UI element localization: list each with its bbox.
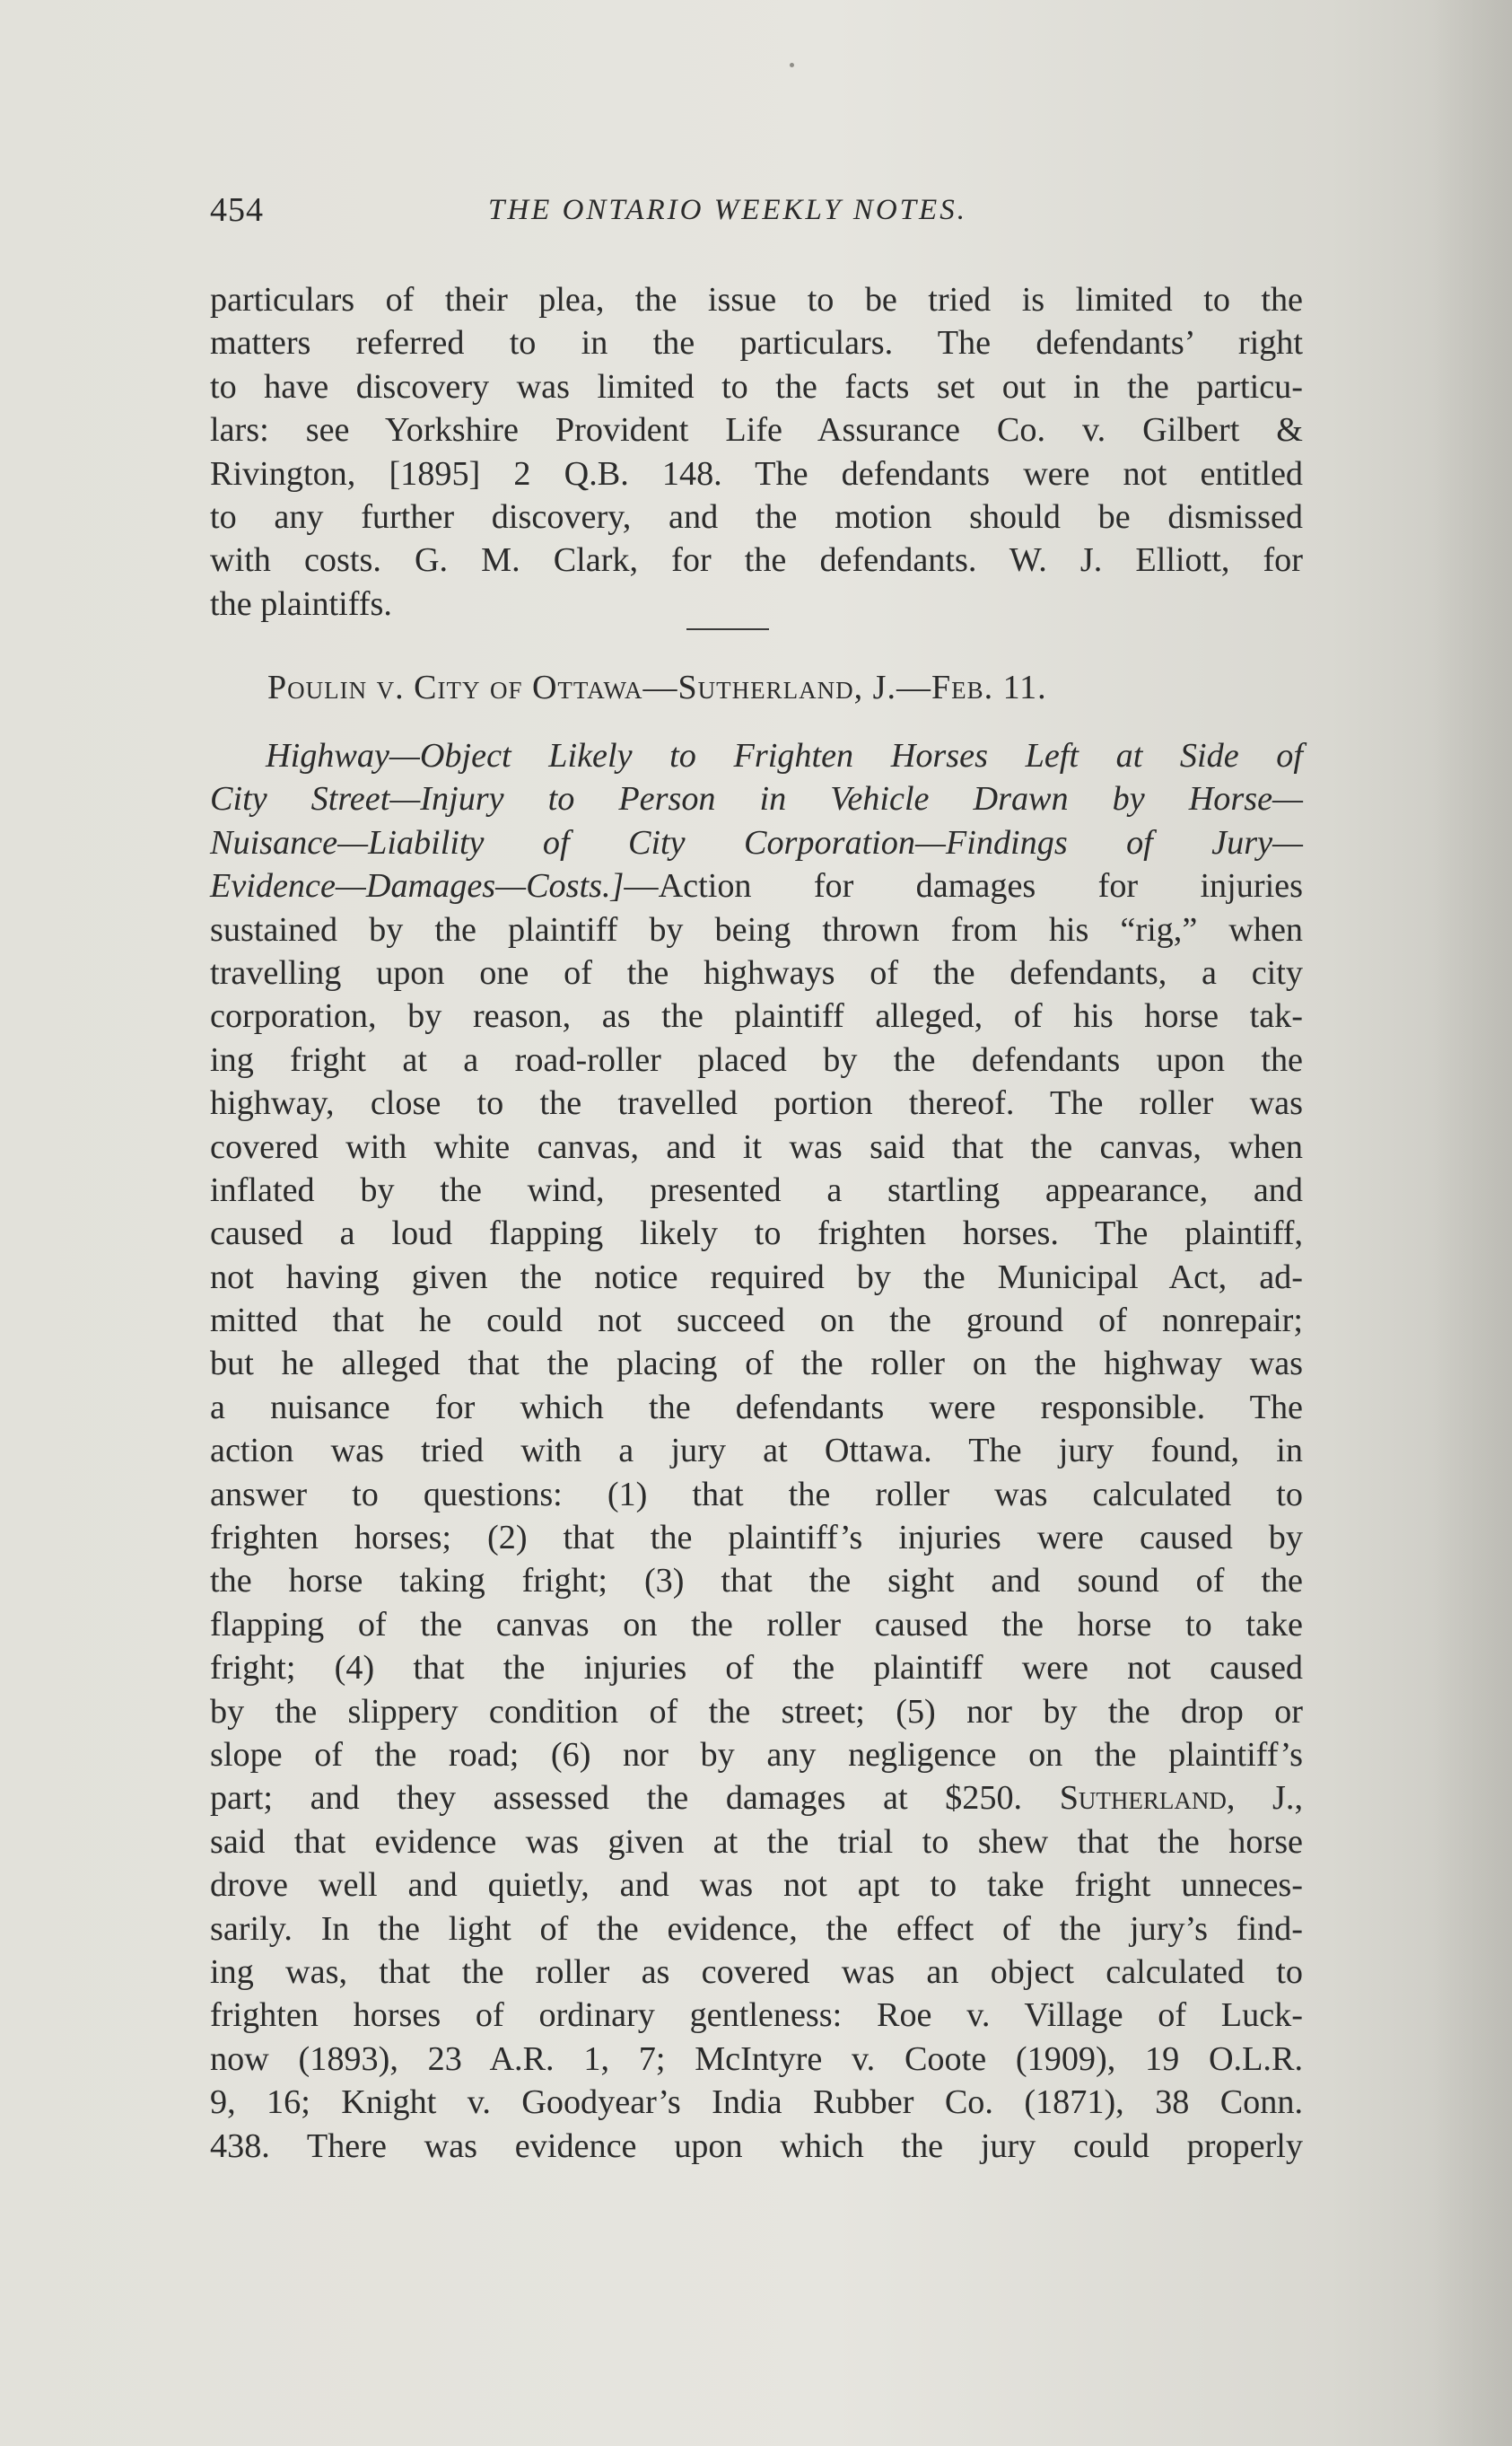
body-line: but he alleged that the placing of the roller on the highway was xyxy=(210,1345,1303,1383)
case-parties: Poulin v. City of Ottawa xyxy=(267,669,643,706)
body-line: mitted that he could not succeed on the ground of nonrepair; xyxy=(210,1302,1303,1340)
page-header xyxy=(210,190,1303,244)
body-text: part; and they assessed the damages at $250. xyxy=(210,1779,1023,1818)
body-line: frighten horses of ordinary gentleness: Roe v. Village of Luck- xyxy=(210,1996,1303,2035)
body-line: frighten horses; (2) that the plaintiff’s injuries were caused by xyxy=(210,1519,1303,1557)
body-opening: —Action for damages for injuries xyxy=(624,867,1303,906)
body-line: fright; (4) that the injuries of the plaintiff were not caused xyxy=(210,1649,1303,1688)
case-date: Feb. 11. xyxy=(931,669,1047,706)
body-line: 438. There was evidence upon which the jury could properly xyxy=(210,2126,1303,2165)
previous-case-conclusion xyxy=(210,278,1303,626)
body-line: travelling upon one of the highways of the defendants, a city xyxy=(210,953,1303,992)
text-line: the plaintiffs. xyxy=(210,584,392,623)
body-line: corporation, by reason, as the plaintiff alleged, of his horse tak- xyxy=(210,997,1303,1036)
body-line-with-judge xyxy=(210,1776,1303,1819)
page-edge-shadow xyxy=(1431,0,1512,2446)
headnote-line: Highway—Object Likely to Frighten Horses Left at Side of xyxy=(266,737,1303,775)
case-title: Poulin v. City of Ottawa—Sutherland, J.—Feb. 11. xyxy=(267,669,1047,706)
case-judge: Sutherland, J. xyxy=(677,669,896,706)
body-line: not having given the notice required by the Municipal Act, ad- xyxy=(210,1258,1303,1296)
body-line: caused a loud flapping likely to frighten horses. The plaintiff, xyxy=(210,1214,1303,1253)
body-line: sarily. In the light of the evidence, the effect of the jury’s find- xyxy=(210,1909,1303,1948)
body-line: action was tried with a jury at Ottawa. The jury found, in xyxy=(210,1432,1303,1470)
text-line: particulars of their plea, the issue to be tried is limited to the xyxy=(210,281,1303,319)
body-line: said that evidence was given at the trial to shew that the horse xyxy=(210,1822,1303,1861)
body-line: drove well and quietly, and was not apt to take fright unneces- xyxy=(210,1866,1303,1905)
text-line: to have discovery was limited to the facts set out in the particu- xyxy=(210,367,1303,406)
body-line: 9, 16; Knight v. Goodyear’s India Rubber Co. (1871), 38 Conn. xyxy=(210,2083,1303,2122)
body-line: answer to questions: (1) that the roller was calculated to xyxy=(210,1475,1303,1513)
judge-name: Sutherland, J., xyxy=(1059,1779,1303,1818)
running-title: THE ONTARIO WEEKLY NOTES. xyxy=(488,194,967,226)
text-line: with costs. G. M. Clark, for the defendants. W. J. Elliott, for xyxy=(210,541,1303,580)
body-line: a nuisance for which the defendants were responsible. The xyxy=(210,1388,1303,1426)
body-line: by the slippery condition of the street; (5) nor by the drop or xyxy=(210,1692,1303,1731)
body-line: flapping of the canvas on the roller caused the horse to take xyxy=(210,1605,1303,1644)
body-line: slope of the road; (6) nor by any negligence on the plaintiff’s xyxy=(210,1735,1303,1774)
headnote-keywords-end: Evidence—Damages—Costs.] xyxy=(210,867,625,906)
text-line: Rivington, [1895] 2 Q.B. 148. The defendants were not entitled xyxy=(210,454,1303,493)
text-line: matters referred to in the particulars. The defendants’ right xyxy=(210,324,1303,363)
text-line: lars: see Yorkshire Provident Life Assurance Co. v. Gilbert & xyxy=(210,411,1303,450)
text-line: to any further discovery, and the motion should be dismissed xyxy=(210,497,1303,536)
body-line: inflated by the wind, presented a startling appearance, and xyxy=(210,1170,1303,1209)
section-divider xyxy=(686,628,769,630)
headnote-line: Nuisance—Liability of City Corporation—Findings of Jury— xyxy=(210,823,1303,862)
headnote-final-line xyxy=(210,864,1303,907)
case-report xyxy=(210,734,1303,2168)
body-line: ing fright at a road-roller placed by the defendants upon the xyxy=(210,1040,1303,1079)
body-line: highway, close to the travelled portion thereof. The roller was xyxy=(210,1084,1303,1123)
body-line: now (1893), 23 A.R. 1, 7; McIntyre v. Coote (1909), 19 O.L.R. xyxy=(210,2039,1303,2078)
body-line: the horse taking fright; (3) that the sight and sound of the xyxy=(210,1562,1303,1600)
body-line: sustained by the plaintiff by being thrown from his “rig,” when xyxy=(210,910,1303,949)
body-line: ing was, that the roller as covered was an object calculated to xyxy=(210,1952,1303,1991)
paper-speck xyxy=(790,63,794,67)
body-line: covered with white canvas, and it was said that the canvas, when xyxy=(210,1127,1303,1166)
headnote-line: City Street—Injury to Person in Vehicle Drawn by Horse— xyxy=(210,780,1303,819)
page-number: 454 xyxy=(210,191,264,229)
